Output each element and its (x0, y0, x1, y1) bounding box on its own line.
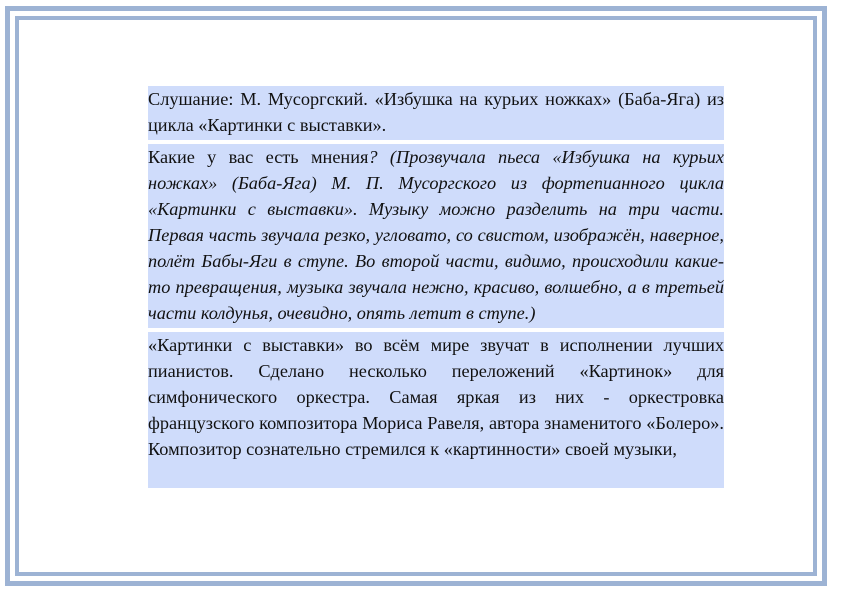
opinions-question: Какие у вас есть мнения (148, 147, 369, 167)
opinions-answer: ? (Прозвучала пьеса «Избушка на курьих ножках» (Баба-Яга) М. П. Мусоргского из фортепианного цикла «Картинки с выставки». Музыку можно разделить на три части. Первая часть звучала резко, угловато, со свистом, изображён, наверное, полёт Бабы-Яги в ступе. Во второй части, видимо, происходили какие-то превращения, музыка звучала нежно, красиво, волшебно, а в третьей части колдунья, очевидно, опять летит в ступе.) (148, 147, 725, 323)
opinions-paragraph (148, 144, 724, 328)
slide-text-block (148, 86, 724, 492)
listening-paragraph: Слушание: М. Мусоргский. «Избушка на курьих ножках» (Баба-Яга) из цикла «Картинки с выставки». (148, 86, 724, 140)
exhibition-paragraph: «Картинки с выставки» во всём мире звучат в исполнении лучших пианистов. Сделано несколько переложений «Картинок» для симфонического оркестра. Самая яркая из них - оркестровка французского композитора Мориса Равеля, автора знаменитого «Болеро». Композитор сознательно стремился к «картинности» своей музыки, (148, 332, 724, 488)
